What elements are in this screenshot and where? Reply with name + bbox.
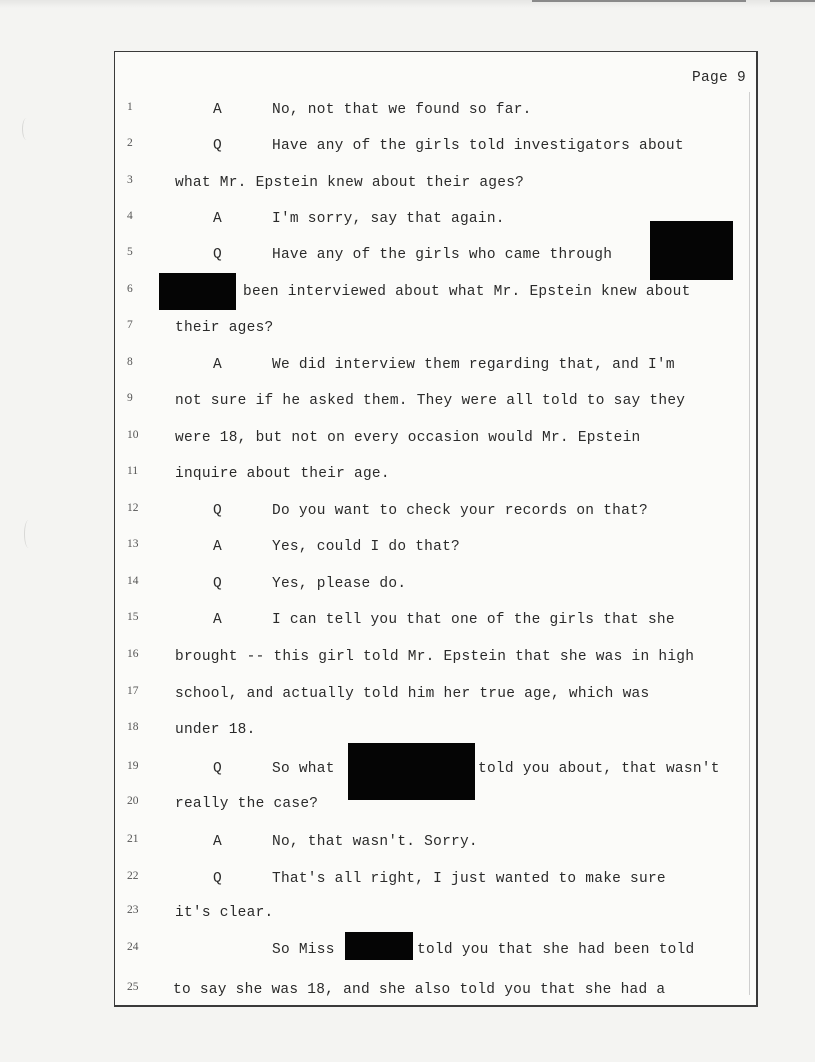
line-text: No, not that we found so far. bbox=[272, 102, 532, 118]
line-number: 19 bbox=[127, 760, 139, 772]
scan-artifact bbox=[22, 118, 31, 140]
line-text: to say she was 18, and she also told you that she had a bbox=[173, 982, 666, 998]
line-text: Yes, please do. bbox=[272, 576, 407, 592]
transcript-line bbox=[115, 647, 755, 667]
speaker-label: Q bbox=[213, 247, 222, 263]
line-text: Have any of the girls who came through bbox=[272, 247, 613, 263]
line-text: I can tell you that one of the girls that she bbox=[272, 612, 675, 628]
line-number: 2 bbox=[127, 137, 133, 149]
line-text: Have any of the girls told investigators about bbox=[272, 138, 684, 154]
transcript-line bbox=[115, 610, 755, 630]
line-text-continued: told you that she had been told bbox=[417, 942, 695, 958]
speaker-label: Q bbox=[213, 871, 222, 887]
line-number: 11 bbox=[127, 465, 139, 477]
transcript-line bbox=[115, 684, 755, 704]
line-text: it's clear. bbox=[175, 905, 274, 921]
redaction-box bbox=[159, 273, 236, 310]
line-text: their ages? bbox=[175, 320, 274, 336]
line-text: under 18. bbox=[175, 722, 256, 738]
speaker-label: Q bbox=[213, 503, 222, 519]
line-text: what Mr. Epstein knew about their ages? bbox=[175, 175, 525, 191]
transcript-line bbox=[115, 720, 755, 740]
line-text: brought -- this girl told Mr. Epstein that she was in high bbox=[175, 649, 695, 665]
speaker-label: A bbox=[213, 102, 222, 118]
line-text: really the case? bbox=[175, 796, 319, 812]
transcript-line bbox=[115, 136, 755, 156]
transcript-page bbox=[114, 51, 758, 1007]
transcript-line bbox=[115, 940, 755, 960]
redaction-box bbox=[348, 743, 475, 800]
line-number: 16 bbox=[127, 648, 139, 660]
transcript-line bbox=[115, 980, 755, 1000]
line-text: Do you want to check your records on that? bbox=[272, 503, 648, 519]
transcript-line bbox=[115, 501, 755, 521]
line-number: 9 bbox=[127, 392, 133, 404]
transcript-line bbox=[115, 794, 755, 814]
line-number: 5 bbox=[127, 246, 133, 258]
speaker-label: Q bbox=[213, 576, 222, 592]
line-number: 4 bbox=[127, 210, 133, 222]
line-text: inquire about their age. bbox=[175, 466, 390, 482]
transcript-line bbox=[115, 391, 755, 411]
line-text: We did interview them regarding that, and I'm bbox=[272, 357, 675, 373]
line-number: 8 bbox=[127, 356, 133, 368]
transcript-line bbox=[115, 464, 755, 484]
line-text-continued: told you about, that wasn't bbox=[478, 761, 720, 777]
transcript-line bbox=[115, 574, 755, 594]
line-text: Yes, could I do that? bbox=[272, 539, 460, 555]
line-number: 14 bbox=[127, 575, 139, 587]
line-number: 18 bbox=[127, 721, 139, 733]
line-number: 13 bbox=[127, 538, 139, 550]
speaker-label: Q bbox=[213, 761, 222, 777]
speaker-label: A bbox=[213, 357, 222, 373]
line-number: 7 bbox=[127, 319, 133, 331]
transcript-line bbox=[115, 428, 755, 448]
speaker-label: A bbox=[213, 211, 222, 227]
line-number: 23 bbox=[127, 904, 139, 916]
speaker-label: A bbox=[213, 834, 222, 850]
transcript-line bbox=[115, 318, 755, 338]
transcript-line bbox=[115, 100, 755, 120]
line-text: So Miss bbox=[272, 942, 335, 958]
scan-artifact bbox=[532, 0, 746, 2]
line-number: 25 bbox=[127, 981, 139, 993]
transcript-line bbox=[115, 832, 755, 852]
line-text: school, and actually told him her true age, which was bbox=[175, 686, 650, 702]
redaction-box bbox=[345, 932, 413, 960]
transcript-line bbox=[115, 537, 755, 557]
line-number: 22 bbox=[127, 870, 139, 882]
scan-artifact bbox=[24, 520, 33, 548]
line-number: 6 bbox=[127, 283, 133, 295]
transcript-line bbox=[115, 173, 755, 193]
transcript-line bbox=[115, 355, 755, 375]
line-text: So what bbox=[272, 761, 335, 777]
speaker-label: A bbox=[213, 539, 222, 555]
line-text: been interviewed about what Mr. Epstein knew about bbox=[243, 284, 691, 300]
line-number: 20 bbox=[127, 795, 139, 807]
line-text: No, that wasn't. Sorry. bbox=[272, 834, 478, 850]
speaker-label: A bbox=[213, 612, 222, 628]
line-number: 15 bbox=[127, 611, 139, 623]
speaker-label: Q bbox=[213, 138, 222, 154]
line-number: 10 bbox=[127, 429, 139, 441]
line-number: 21 bbox=[127, 833, 139, 845]
line-text: were 18, but not on every occasion would Mr. Epstein bbox=[175, 430, 641, 446]
page-number: Page 9 bbox=[691, 70, 746, 86]
line-text: not sure if he asked them. They were all told to say they bbox=[175, 393, 686, 409]
transcript-line bbox=[115, 869, 755, 889]
line-number: 1 bbox=[127, 101, 133, 113]
line-text: I'm sorry, say that again. bbox=[272, 211, 505, 227]
line-number: 17 bbox=[127, 685, 139, 697]
redaction-box bbox=[650, 221, 733, 280]
line-number: 12 bbox=[127, 502, 139, 514]
line-number: 3 bbox=[127, 174, 133, 186]
scan-artifact bbox=[770, 0, 815, 2]
line-number: 24 bbox=[127, 941, 139, 953]
line-text: That's all right, I just wanted to make sure bbox=[272, 871, 666, 887]
transcript-line bbox=[115, 903, 755, 923]
